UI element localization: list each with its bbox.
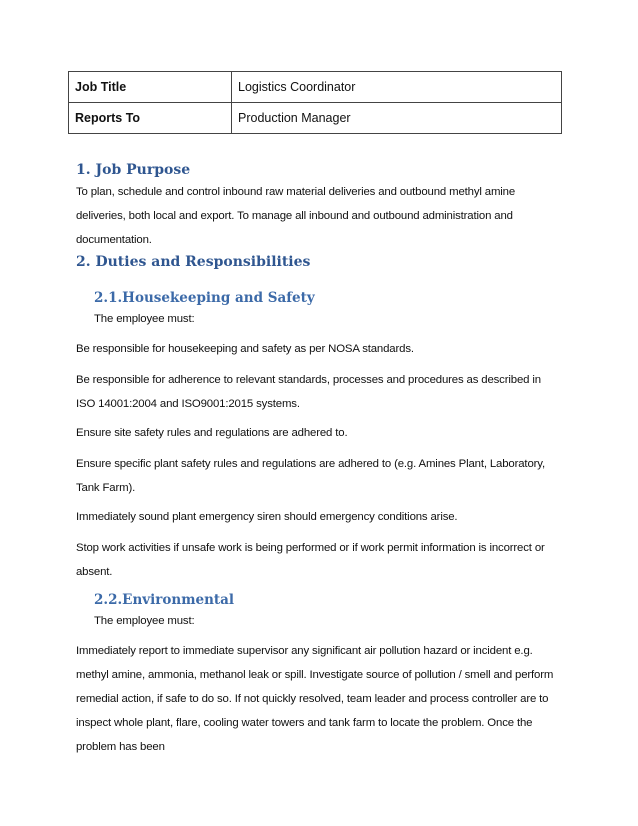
job-purpose-heading: 1. Job Purpose [76, 162, 191, 178]
environmental-intro: The employee must: [94, 615, 195, 627]
housekeeping-item: Ensure specific plant safety rules and regulations are adhered to (e.g. Amines Plant, Laboratory, Tank Farm). [76, 458, 545, 494]
environmental-heading: 2.2.Environmental [94, 592, 234, 608]
housekeeping-item: Immediately sound plant emergency siren should emergency conditions arise. [76, 511, 458, 523]
housekeeping-heading: 2.1.Housekeeping and Safety [94, 290, 315, 306]
housekeeping-item: Be responsible for housekeeping and safety as per NOSA standards. [76, 343, 414, 355]
environmental-item: Immediately report to immediate supervisor any significant air pollution hazard or incident e.g. methyl amine, ammonia, methanol leak or spill. Investigate source of pollution / smell and perform remedial action, if safe to do so. If not quickly resolved, team leader and process controller are to inspect whole plant, flare, cooling water towers and tank farm to locate the problem. Once the problem has been [76, 645, 554, 753]
housekeeping-intro: The employee must: [94, 313, 195, 325]
reports-to-value: Production Manager [232, 103, 562, 134]
job-title-label: Job Title [69, 72, 232, 103]
housekeeping-item: Be responsible for adherence to relevant standards, processes and procedures as described in ISO 14001:2004 and ISO9001:2015 systems. [76, 374, 541, 410]
table-row [69, 103, 562, 134]
job-title-value: Logistics Coordinator [232, 72, 562, 103]
duties-heading: 2. Duties and Responsibilities [76, 254, 311, 270]
table-row [69, 72, 562, 103]
reports-to-label: Reports To [69, 103, 232, 134]
housekeeping-item: Stop work activities if unsafe work is being performed or if work permit information is incorrect or absent. [76, 542, 545, 578]
job-info-table [68, 71, 562, 134]
job-purpose-text: To plan, schedule and control inbound raw material deliveries and outbound methyl amine deliveries, both local and export. To manage all inbound and outbound administration and documentation. [76, 186, 516, 246]
housekeeping-item: Ensure site safety rules and regulations are adhered to. [76, 427, 348, 439]
